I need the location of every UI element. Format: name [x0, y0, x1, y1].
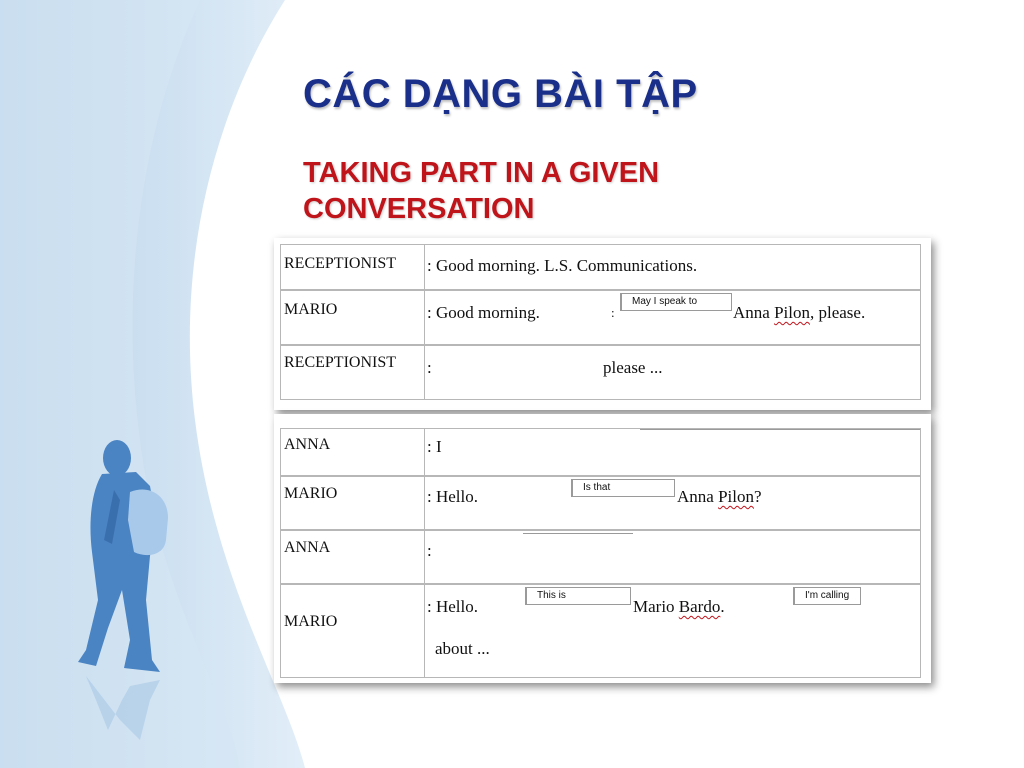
- page-title: CÁC DẠNG BÀI TẬP: [303, 72, 698, 116]
- dialogue-line: [425, 346, 920, 399]
- speaker-name: MARIO: [281, 291, 425, 344]
- name-first: Anna: [733, 303, 770, 322]
- table-row: [280, 244, 921, 290]
- name-first: Anna: [677, 487, 714, 506]
- line-end: , please.: [809, 303, 866, 322]
- line-text: : I: [427, 437, 442, 456]
- line-end: ?: [753, 487, 762, 506]
- blank-line: [640, 429, 920, 430]
- table-row: [280, 584, 921, 678]
- blank-line: [523, 533, 633, 534]
- name-last: Pilon: [718, 487, 754, 506]
- page-subtitle: TAKING PART IN A GIVEN CONVERSATION: [303, 157, 660, 225]
- line-text: please ...: [603, 358, 663, 377]
- table-row: [280, 428, 921, 476]
- speaker-name: RECEPTIONIST: [281, 245, 425, 289]
- speaker-name: RECEPTIONIST: [281, 346, 425, 399]
- line-text: [733, 303, 865, 323]
- speaker-name: ANNA: [281, 429, 425, 475]
- dialogue-line: [425, 477, 920, 529]
- table-row: [280, 530, 921, 584]
- dialogue-line: [425, 291, 920, 344]
- dialogue-line: [425, 585, 920, 677]
- line-end: .: [720, 597, 725, 616]
- line-text: : Hello.: [427, 487, 478, 506]
- speaker-name: MARIO: [281, 585, 425, 677]
- answer-box: I'm calling: [793, 587, 861, 605]
- line-text: [677, 487, 762, 507]
- line-text: :: [427, 358, 432, 377]
- dialogue-table-part-1: [274, 238, 931, 410]
- line-text: : Good morning. L.S. Communications.: [427, 256, 698, 275]
- name-last: Bardo: [678, 597, 721, 616]
- table-row: [280, 476, 921, 530]
- dialogue-line: [425, 531, 920, 583]
- name-first: Mario: [633, 597, 675, 616]
- speaker-name: ANNA: [281, 531, 425, 583]
- line-text: :: [427, 541, 432, 560]
- line-text: : Hello.: [427, 597, 478, 616]
- answer-box: This is: [525, 587, 631, 605]
- table-row: [280, 290, 921, 345]
- line-text: about ...: [435, 639, 490, 658]
- answer-box: Is that: [571, 479, 675, 497]
- dialogue-table-part-2: [274, 414, 931, 683]
- table-row: [280, 345, 921, 400]
- dialogue-line: [425, 245, 920, 289]
- dialogue-line: [425, 429, 920, 475]
- name-last: Pilon: [774, 303, 810, 322]
- line-text: : Good morning.: [427, 303, 540, 322]
- speaker-name: MARIO: [281, 477, 425, 529]
- line-colon: :: [611, 305, 615, 320]
- line-text: [633, 597, 725, 617]
- answer-box: May I speak to: [620, 293, 732, 311]
